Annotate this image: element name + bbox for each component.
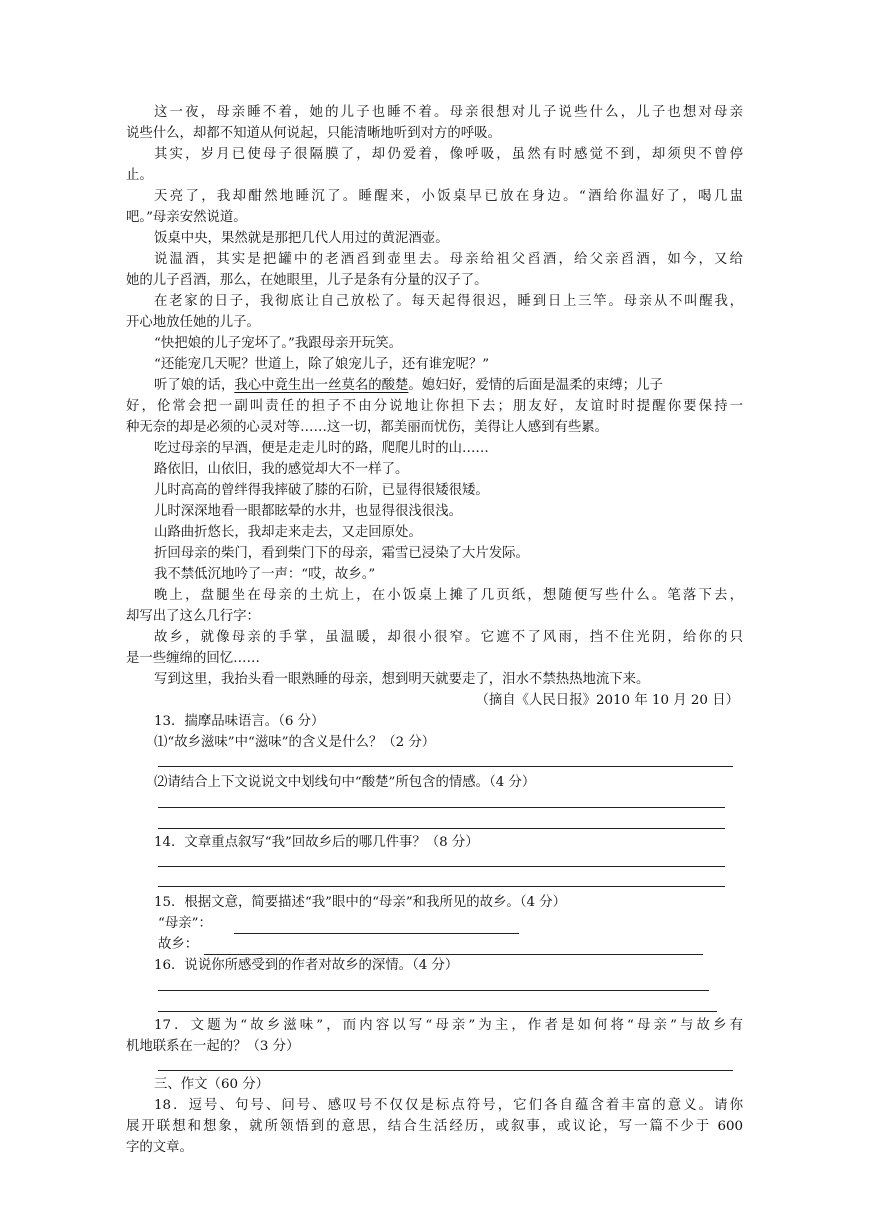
- passage-line: 好，伦常会把一副叫责任的担子不由分说地让你担下去；朋友好，友谊时时提醒你要保持一: [126, 399, 743, 414]
- answer-line[interactable]: [158, 807, 725, 808]
- question-17: 17．文题为“故乡滋味”，而内容以写“母亲”为主，作者是如何将“母亲”与故乡有: [154, 1018, 743, 1033]
- passage-line: 开心地放任她的儿子。: [126, 315, 260, 330]
- answer-line[interactable]: [158, 1011, 717, 1012]
- passage-line: 在老家的日子，我彻底让自己放松了。每天起得很迟，睡到日上三竿。母亲从不叫醒我，: [154, 294, 743, 309]
- mother-answer-line[interactable]: [234, 933, 519, 934]
- passage-line: “还能宠几天呢？世道上，除了娘宠儿子，还有谁宠呢？”: [154, 357, 490, 372]
- answer-line[interactable]: [158, 990, 709, 991]
- passage-line: 吃过母亲的早酒，便是走走儿时的路，爬爬儿时的山……: [154, 441, 489, 456]
- composition-heading: 三、作文（60 分）: [154, 1077, 270, 1092]
- passage-line: 儿时深深地看一眼都眩晕的水井，也显得很浅很浅。: [154, 504, 462, 519]
- passage-line: 故乡，就像母亲的手掌，虽温暖，却很小很窄。它遮不了风雨，挡不住光阴，给你的只: [154, 630, 743, 645]
- source-citation: （摘自《人民日报》2010 年 10 月 20 日）: [475, 693, 739, 708]
- question-13-1: ⑴“故乡滋味”中“滋味”的含义是什么？（2 分）: [154, 735, 436, 750]
- hometown-label: 故乡：: [158, 937, 199, 952]
- passage-line: 天亮了，我却酣然地睡沉了。睡醒来，小饭桌早已放在身边。“酒给你温好了，喝几盅: [154, 189, 743, 204]
- passage-text: 听了娘的话，: [154, 378, 235, 393]
- passage-line: 儿时高高的曾绊得我摔破了膝的石阶，已显得很矮很矮。: [154, 483, 489, 498]
- passage-line: 却写出了这么几行字：: [126, 609, 260, 624]
- answer-line[interactable]: [158, 886, 725, 887]
- question-18-cont: 展开联想和想象，就所领悟到的意思，结合生活经历，或叙事，或议论，写一篇不少于 600: [126, 1119, 743, 1134]
- passage-line: 晚上，盘腿坐在母亲的土炕上，在小饭桌上摊了几页纸，想随便写些什么。笔落下去，: [154, 588, 743, 603]
- passage-line: 其实，岁月已使母子很隔膜了，却仍爱着，像呼吸，虽然有时感觉不到，却须臾不曾停: [154, 147, 743, 162]
- question-18-cont: 字的文章。: [126, 1140, 193, 1155]
- passage-line-underlined: [154, 376, 743, 396]
- passage-text: 。媳妇好，爱情的后面是温柔的束缚；儿子: [408, 378, 663, 393]
- passage-line: 我不禁低沉地吟了一声：“哎，故乡。”: [154, 567, 376, 582]
- passage-line: 写到这里，我抬头看一眼熟睡的母亲，想到明天就要走了，泪水不禁热热地流下来。: [154, 672, 650, 687]
- passage-line: 这一夜，母亲睡不着，她的儿子也睡不着。母亲很想对儿子说些什么，儿子也想对母亲: [154, 105, 743, 120]
- question-13: 13．揣摩品味语言。（6 分）: [154, 714, 325, 729]
- answer-line[interactable]: [158, 1070, 733, 1071]
- question-15: 15．根据文意，简要描述“我”眼中的“母亲”和我所见的故乡。（4 分）: [154, 895, 567, 910]
- question-13-2: ⑵请结合上下文说说文中划线句中“酸楚”所包含的情感。（4 分）: [154, 775, 536, 790]
- answer-line[interactable]: [158, 828, 725, 829]
- question-14: 14．文章重点叙写“我”回故乡后的哪几件事？（8 分）: [154, 835, 479, 850]
- passage-line: 说些什么，却都不知道从何说起，只能清晰地听到对方的呼吸。: [126, 126, 501, 141]
- passage-line: 折回母亲的柴门，看到柴门下的母亲，霜雪已浸染了大片发际。: [154, 546, 529, 561]
- passage-line: 饭桌中央，果然就是那把几代人用过的黄泥酒壶。: [154, 231, 449, 246]
- underlined-sentence: 我心中竟生出一丝莫名的酸楚: [234, 378, 409, 393]
- passage-line: 是一些缠绵的回忆……: [126, 651, 260, 666]
- passage-line: 她的儿子舀酒，那么，在她眼里，儿子是条有分量的汉子了。: [126, 273, 488, 288]
- passage-line: 说温酒，其实是把罐中的老酒舀到壶里去。母亲给祖父舀酒，给父亲舀酒，如今，又给: [154, 252, 743, 267]
- passage-line: “快把娘的儿子宠坏了。”我跟母亲开玩笑。: [154, 336, 403, 351]
- passage-line: 山路曲折悠长，我却走来走去，又走回原处。: [154, 525, 422, 540]
- mother-label: “母亲”：: [158, 916, 212, 931]
- question-17-cont: 机地联系在一起的？（3 分）: [126, 1039, 300, 1054]
- passage-line: 吧。”母亲安然说道。: [126, 210, 247, 225]
- passage-line: 路依旧，山依旧，我的感觉却大不一样了。: [154, 462, 409, 477]
- answer-line[interactable]: [158, 766, 733, 767]
- answer-line[interactable]: [158, 866, 725, 867]
- hometown-answer-line[interactable]: [204, 954, 703, 955]
- question-16: 16．说说你所感受到的作者对故乡的深情。（4 分）: [154, 958, 459, 973]
- passage-line: 种无奈的却是必须的心灵对等……这一切，都美丽而忧伤，美得让人感到有些累。: [126, 420, 609, 435]
- passage-line: 止。: [126, 168, 153, 183]
- question-18: 18．逗号、句号、问号、感叹号不仅仅是标点符号，它们各自蕴含着丰富的意义。请你: [154, 1098, 743, 1113]
